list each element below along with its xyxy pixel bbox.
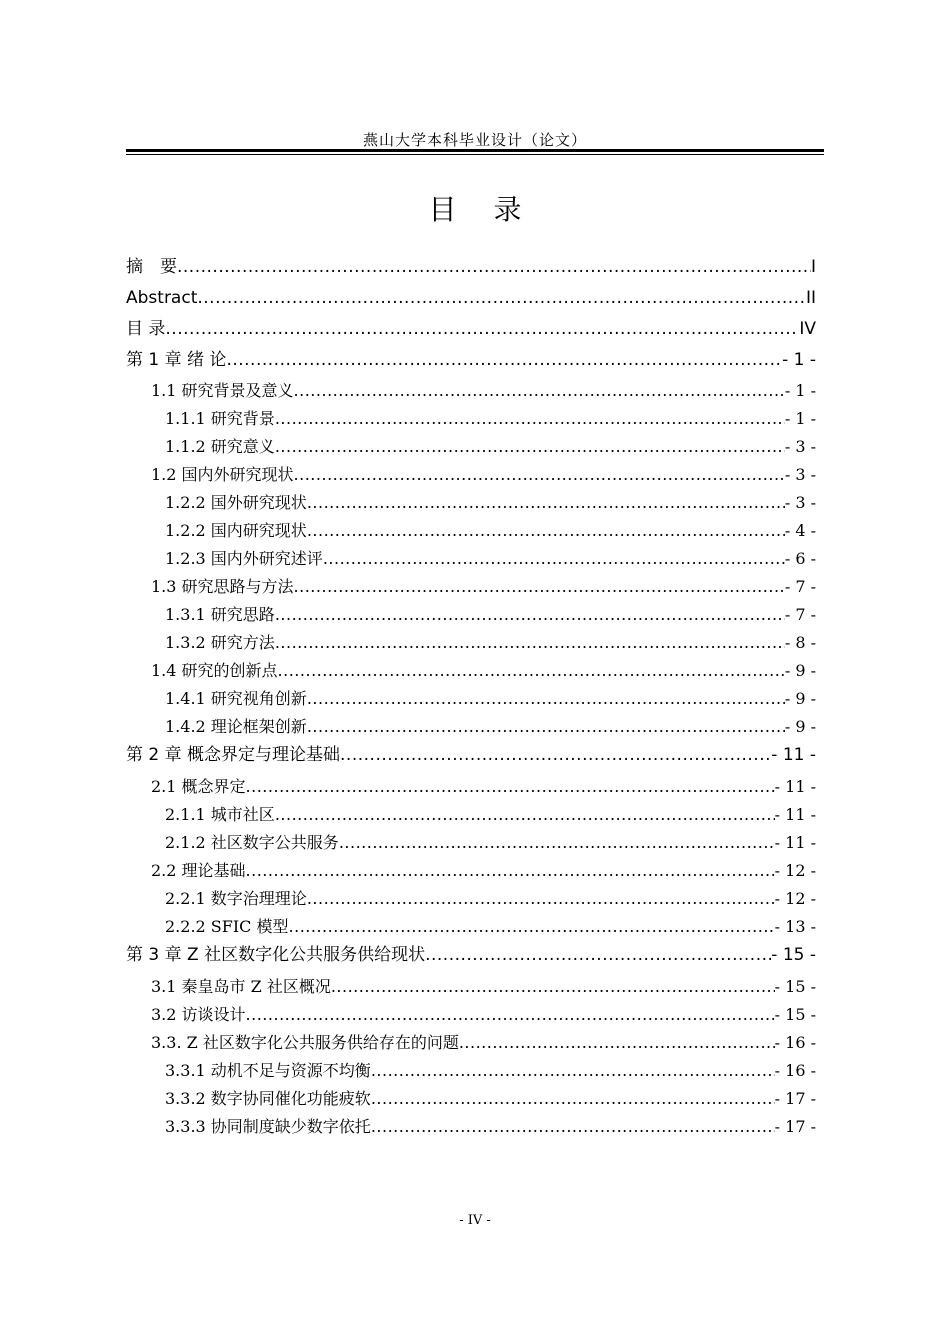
toc-entry[interactable] (165, 492, 816, 514)
toc-entry[interactable] (126, 943, 816, 967)
toc-entry-label: 1.4.1 研究视角创新 (165, 689, 307, 708)
toc-entry-label: 第 1 章 绪 论 (126, 350, 227, 370)
toc-entry-label: 3.3.2 数字协同催化功能疲软 (165, 1089, 371, 1108)
toc-entry-label: 1.1.1 研究背景 (165, 409, 275, 428)
toc-dot-leader (275, 604, 785, 626)
toc-dot-leader (275, 804, 775, 826)
toc-entry[interactable] (165, 632, 816, 654)
toc-entry-page: - 12 - (774, 861, 816, 880)
toc-entry[interactable] (151, 1004, 816, 1026)
toc-entry[interactable] (165, 548, 816, 570)
toc-dot-leader (275, 408, 785, 430)
toc-entry-label: 2.1 概念界定 (151, 777, 246, 796)
toc-dot-leader (294, 464, 785, 486)
toc-entry-page: - 3 - (784, 465, 816, 484)
toc-dot-leader (307, 688, 785, 710)
toc-entry[interactable] (126, 286, 816, 310)
toc-entry[interactable] (151, 380, 816, 402)
toc-entry[interactable] (165, 520, 816, 542)
toc-dot-leader (459, 1032, 775, 1054)
toc-entry-label: 2.1.2 社区数字公共服务 (165, 833, 339, 852)
toc-dot-leader (294, 380, 785, 402)
toc-entry-label: 2.1.1 城市社区 (165, 805, 275, 824)
toc-entry-page: - 3 - (784, 493, 816, 512)
toc-entry-page: - 11 - (771, 745, 816, 765)
toc-dot-leader (294, 576, 785, 598)
toc-entry-label: 1.3 研究思路与方法 (151, 577, 294, 596)
toc-dot-leader (278, 660, 785, 682)
toc-dot-leader (371, 1088, 775, 1110)
toc-entry[interactable] (151, 976, 816, 998)
toc-entry-label: 第 3 章 Z 社区数字化公共服务供给现状 (126, 945, 426, 965)
toc-entry-label: 3.3. Z 社区数字化公共服务供给存在的问题 (151, 1033, 459, 1052)
toc-entry-page: - 12 - (774, 889, 816, 908)
toc-entry-label: 1.4.2 理论框架创新 (165, 717, 307, 736)
toc-entry-page: - 11 - (774, 777, 816, 796)
toc-entry[interactable] (165, 408, 816, 430)
header-rule-thin (126, 154, 824, 155)
toc-dot-leader (371, 1060, 775, 1082)
toc-entry-page: I (810, 257, 816, 277)
toc-dot-leader (246, 860, 775, 882)
toc-entry[interactable] (151, 660, 816, 682)
toc-entry-page: - 15 - (771, 945, 816, 965)
toc-entry-label: 摘 要 (126, 257, 177, 277)
toc-entry-page: - 11 - (774, 833, 816, 852)
toc-entry[interactable] (165, 604, 816, 626)
toc-entry-label: 1.3.2 研究方法 (165, 633, 275, 652)
toc-dot-leader (226, 348, 782, 372)
toc-entry-label: 3.3.3 协同制度缺少数字依托 (165, 1117, 371, 1136)
toc-dot-leader (177, 255, 811, 279)
toc-entry-label: 1.1.2 研究意义 (165, 437, 275, 456)
toc-entry-page: IV (799, 319, 816, 339)
toc-entry-page: - 7 - (784, 605, 816, 624)
toc-entry-label: 2.2 理论基础 (151, 861, 246, 880)
toc-entry[interactable] (126, 255, 816, 279)
toc-entry[interactable] (165, 1116, 816, 1138)
toc-dot-leader (339, 832, 775, 854)
toc-entry-page: - 13 - (774, 917, 816, 936)
toc-title: 目 录 (428, 193, 536, 226)
toc-entry[interactable] (151, 576, 816, 598)
toc-entry-page: - 9 - (784, 661, 816, 680)
toc-dot-leader (165, 317, 799, 341)
toc-entry-page: - 6 - (784, 549, 816, 568)
toc-entry-label: 1.1 研究背景及意义 (151, 381, 294, 400)
toc-entry-label: 1.2.2 国外研究现状 (165, 493, 307, 512)
toc-entry-label: 第 2 章 概念界定与理论基础 (126, 745, 341, 765)
toc-dot-leader (246, 776, 775, 798)
toc-entry[interactable] (126, 348, 816, 372)
toc-entry-page: II (805, 288, 816, 308)
toc-entry-page: - 1 - (784, 381, 816, 400)
toc-entry-page: - 7 - (784, 577, 816, 596)
toc-entry-label: 1.4 研究的创新点 (151, 661, 278, 680)
toc-dot-leader (371, 1116, 775, 1138)
toc-dot-leader (246, 1004, 775, 1026)
toc-entry-page: - 1 - (782, 350, 816, 370)
running-header: 燕山大学本科毕业设计（论文） (362, 131, 587, 149)
toc-dot-leader (197, 286, 806, 310)
toc-entry-label: 2.2.2 SFIC 模型 (165, 917, 289, 936)
toc-entry-page: - 9 - (784, 717, 816, 736)
toc-entry-label: 3.1 秦皇岛市 Z 社区概况 (151, 977, 331, 996)
toc-dot-leader (307, 716, 785, 738)
toc-dot-leader (275, 632, 785, 654)
toc-dot-leader (307, 492, 785, 514)
toc-entry-label: 1.2.2 国内研究现状 (165, 521, 307, 540)
page-number: - IV - (459, 1213, 491, 1228)
toc-entry-page: - 15 - (774, 977, 816, 996)
toc-entry[interactable] (151, 464, 816, 486)
header-rule-thick (126, 149, 824, 152)
toc-entry[interactable] (151, 860, 816, 882)
toc-dot-leader (289, 916, 775, 938)
toc-entry-page: - 17 - (774, 1117, 816, 1136)
toc-entry-page: - 11 - (774, 805, 816, 824)
toc-entry-page: - 9 - (784, 689, 816, 708)
toc-dot-leader (307, 520, 785, 542)
toc-entry[interactable] (165, 888, 816, 910)
toc-entry-label: 1.2 国内外研究现状 (151, 465, 294, 484)
toc-entry-label: 3.3.1 动机不足与资源不均衡 (165, 1061, 371, 1080)
toc-dot-leader (275, 436, 785, 458)
toc-entry-page: - 16 - (774, 1033, 816, 1052)
toc-entry[interactable] (165, 1060, 816, 1082)
toc-entry-page: - 1 - (784, 409, 816, 428)
toc-dot-leader (331, 976, 775, 998)
toc-entry-page: - 8 - (784, 633, 816, 652)
toc-entry[interactable] (126, 317, 816, 341)
toc-dot-leader (307, 888, 775, 910)
toc-entry-label: 1.3.1 研究思路 (165, 605, 275, 624)
toc-entry-page: - 3 - (784, 437, 816, 456)
toc-entry[interactable] (126, 743, 816, 767)
toc-dot-leader (425, 943, 771, 967)
toc-entry-label: 2.2.1 数字治理理论 (165, 889, 307, 908)
toc-dot-leader (323, 548, 785, 570)
toc-entry[interactable] (151, 776, 816, 798)
toc-entry[interactable] (165, 436, 816, 458)
toc-entry[interactable] (165, 916, 816, 938)
toc-entry-page: - 15 - (774, 1005, 816, 1024)
toc-entry[interactable] (165, 804, 816, 826)
toc-entry-label: Abstract (126, 288, 198, 308)
toc-entry-page: - 16 - (774, 1061, 816, 1080)
toc-entry[interactable] (151, 1032, 816, 1054)
toc-entry[interactable] (165, 716, 816, 738)
toc-entry-label: 1.2.3 国内外研究述评 (165, 549, 323, 568)
toc-entry-page: - 4 - (784, 521, 816, 540)
toc-entry[interactable] (165, 832, 816, 854)
toc-entry[interactable] (165, 1088, 816, 1110)
toc-entry-page: - 17 - (774, 1089, 816, 1108)
toc-dot-leader (340, 743, 771, 767)
toc-entry[interactable] (165, 688, 816, 710)
toc-entry-label: 3.2 访谈设计 (151, 1005, 246, 1024)
toc-entry-label: 目 录 (126, 319, 166, 339)
